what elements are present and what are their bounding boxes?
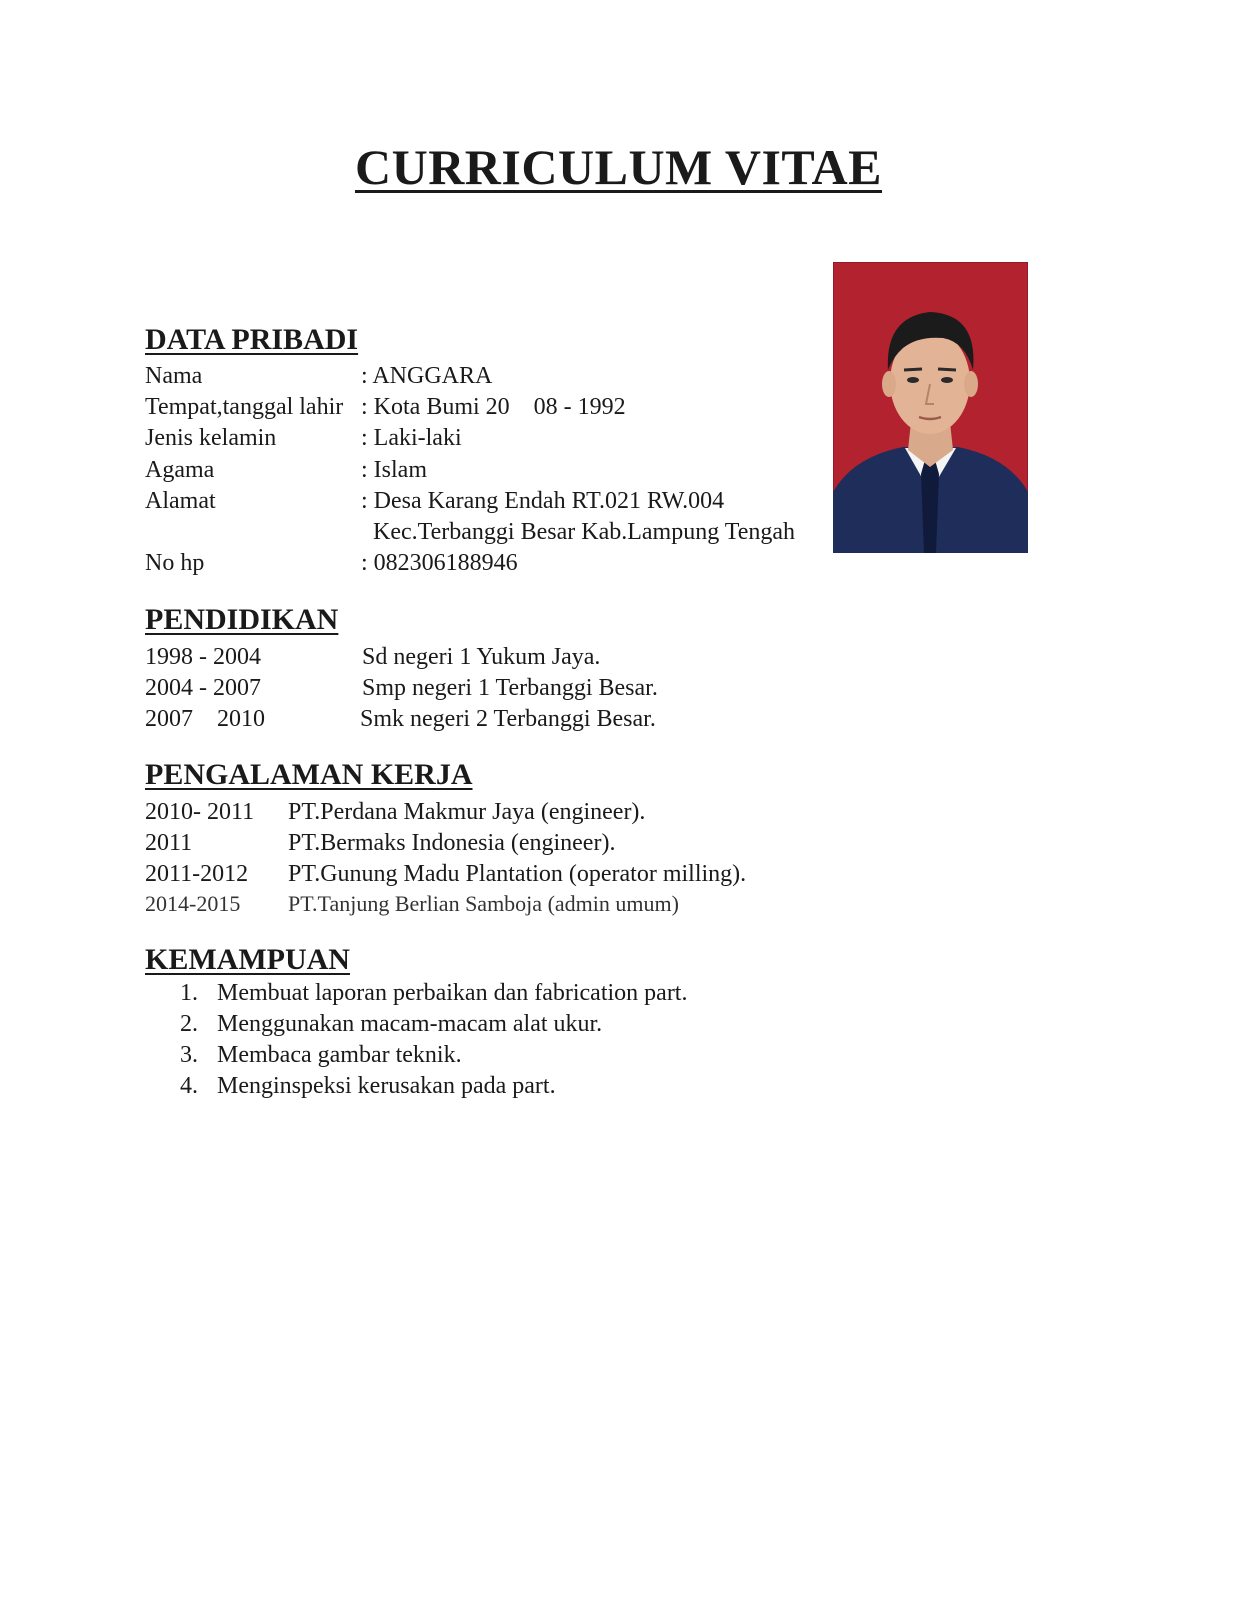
skill-item: Menggunakan macam-macam alat ukur. xyxy=(217,1011,603,1037)
section-heading-data-pribadi: DATA PRIBADI xyxy=(145,323,359,356)
education-school: Smk negeri 2 Terbanggi Besar. xyxy=(360,706,656,732)
value-nama: : ANGGARA xyxy=(361,363,493,389)
label-alamat: Alamat xyxy=(145,488,216,514)
skill-number: 2. xyxy=(180,1011,198,1037)
experience-years: 2011 xyxy=(145,830,193,856)
section-heading-pendidikan: PENDIDIKAN xyxy=(145,603,339,636)
education-years: 2007 2010 xyxy=(145,706,265,732)
profile-photo xyxy=(833,262,1028,553)
value-alamat-line2: Kec.Terbanggi Besar Kab.Lampung Tengah xyxy=(361,519,796,545)
skill-number: 3. xyxy=(180,1042,198,1068)
value-jenis-kelamin: : Laki-laki xyxy=(361,425,462,451)
skill-item: Membaca gambar teknik. xyxy=(217,1042,462,1068)
experience-company: PT.Bermaks Indonesia (engineer). xyxy=(288,830,616,856)
experience-company: PT.Perdana Makmur Jaya (engineer). xyxy=(288,799,646,825)
label-nama: Nama xyxy=(145,363,203,389)
label-ttl: Tempat,tanggal lahir xyxy=(145,394,344,420)
value-alamat: : Desa Karang Endah RT.021 RW.004 xyxy=(361,488,725,514)
education-school: Smp negeri 1 Terbanggi Besar. xyxy=(362,675,658,701)
value-agama: : Islam xyxy=(361,457,427,483)
experience-years: 2014-2015 xyxy=(145,891,241,916)
label-jenis-kelamin: Jenis kelamin xyxy=(145,425,277,451)
page-title: CURRICULUM VITAE xyxy=(354,139,883,195)
experience-years: 2011-2012 xyxy=(145,861,249,887)
education-years: 1998 - 2004 xyxy=(145,644,261,670)
section-heading-kemampuan: KEMAMPUAN xyxy=(145,943,350,976)
value-no-hp: : 082306188946 xyxy=(361,550,518,576)
skill-item: Menginspeksi kerusakan pada part. xyxy=(217,1073,556,1099)
skill-number: 1. xyxy=(180,980,198,1006)
experience-company: PT.Gunung Madu Plantation (operator milling). xyxy=(288,861,747,887)
education-years: 2004 - 2007 xyxy=(145,675,261,701)
experience-company: PT.Tanjung Berlian Samboja (admin umum) xyxy=(288,891,679,916)
education-school: Sd negeri 1 Yukum Jaya. xyxy=(362,644,601,670)
section-heading-pengalaman-kerja: PENGALAMAN KERJA xyxy=(145,758,473,791)
label-no-hp: No hp xyxy=(145,550,205,576)
experience-years: 2010- 2011 xyxy=(145,799,255,825)
skill-number: 4. xyxy=(180,1073,198,1099)
skill-item: Membuat laporan perbaikan dan fabrication part. xyxy=(217,980,688,1006)
label-agama: Agama xyxy=(145,457,215,483)
value-ttl: : Kota Bumi 20 08 - 1992 xyxy=(361,394,626,420)
